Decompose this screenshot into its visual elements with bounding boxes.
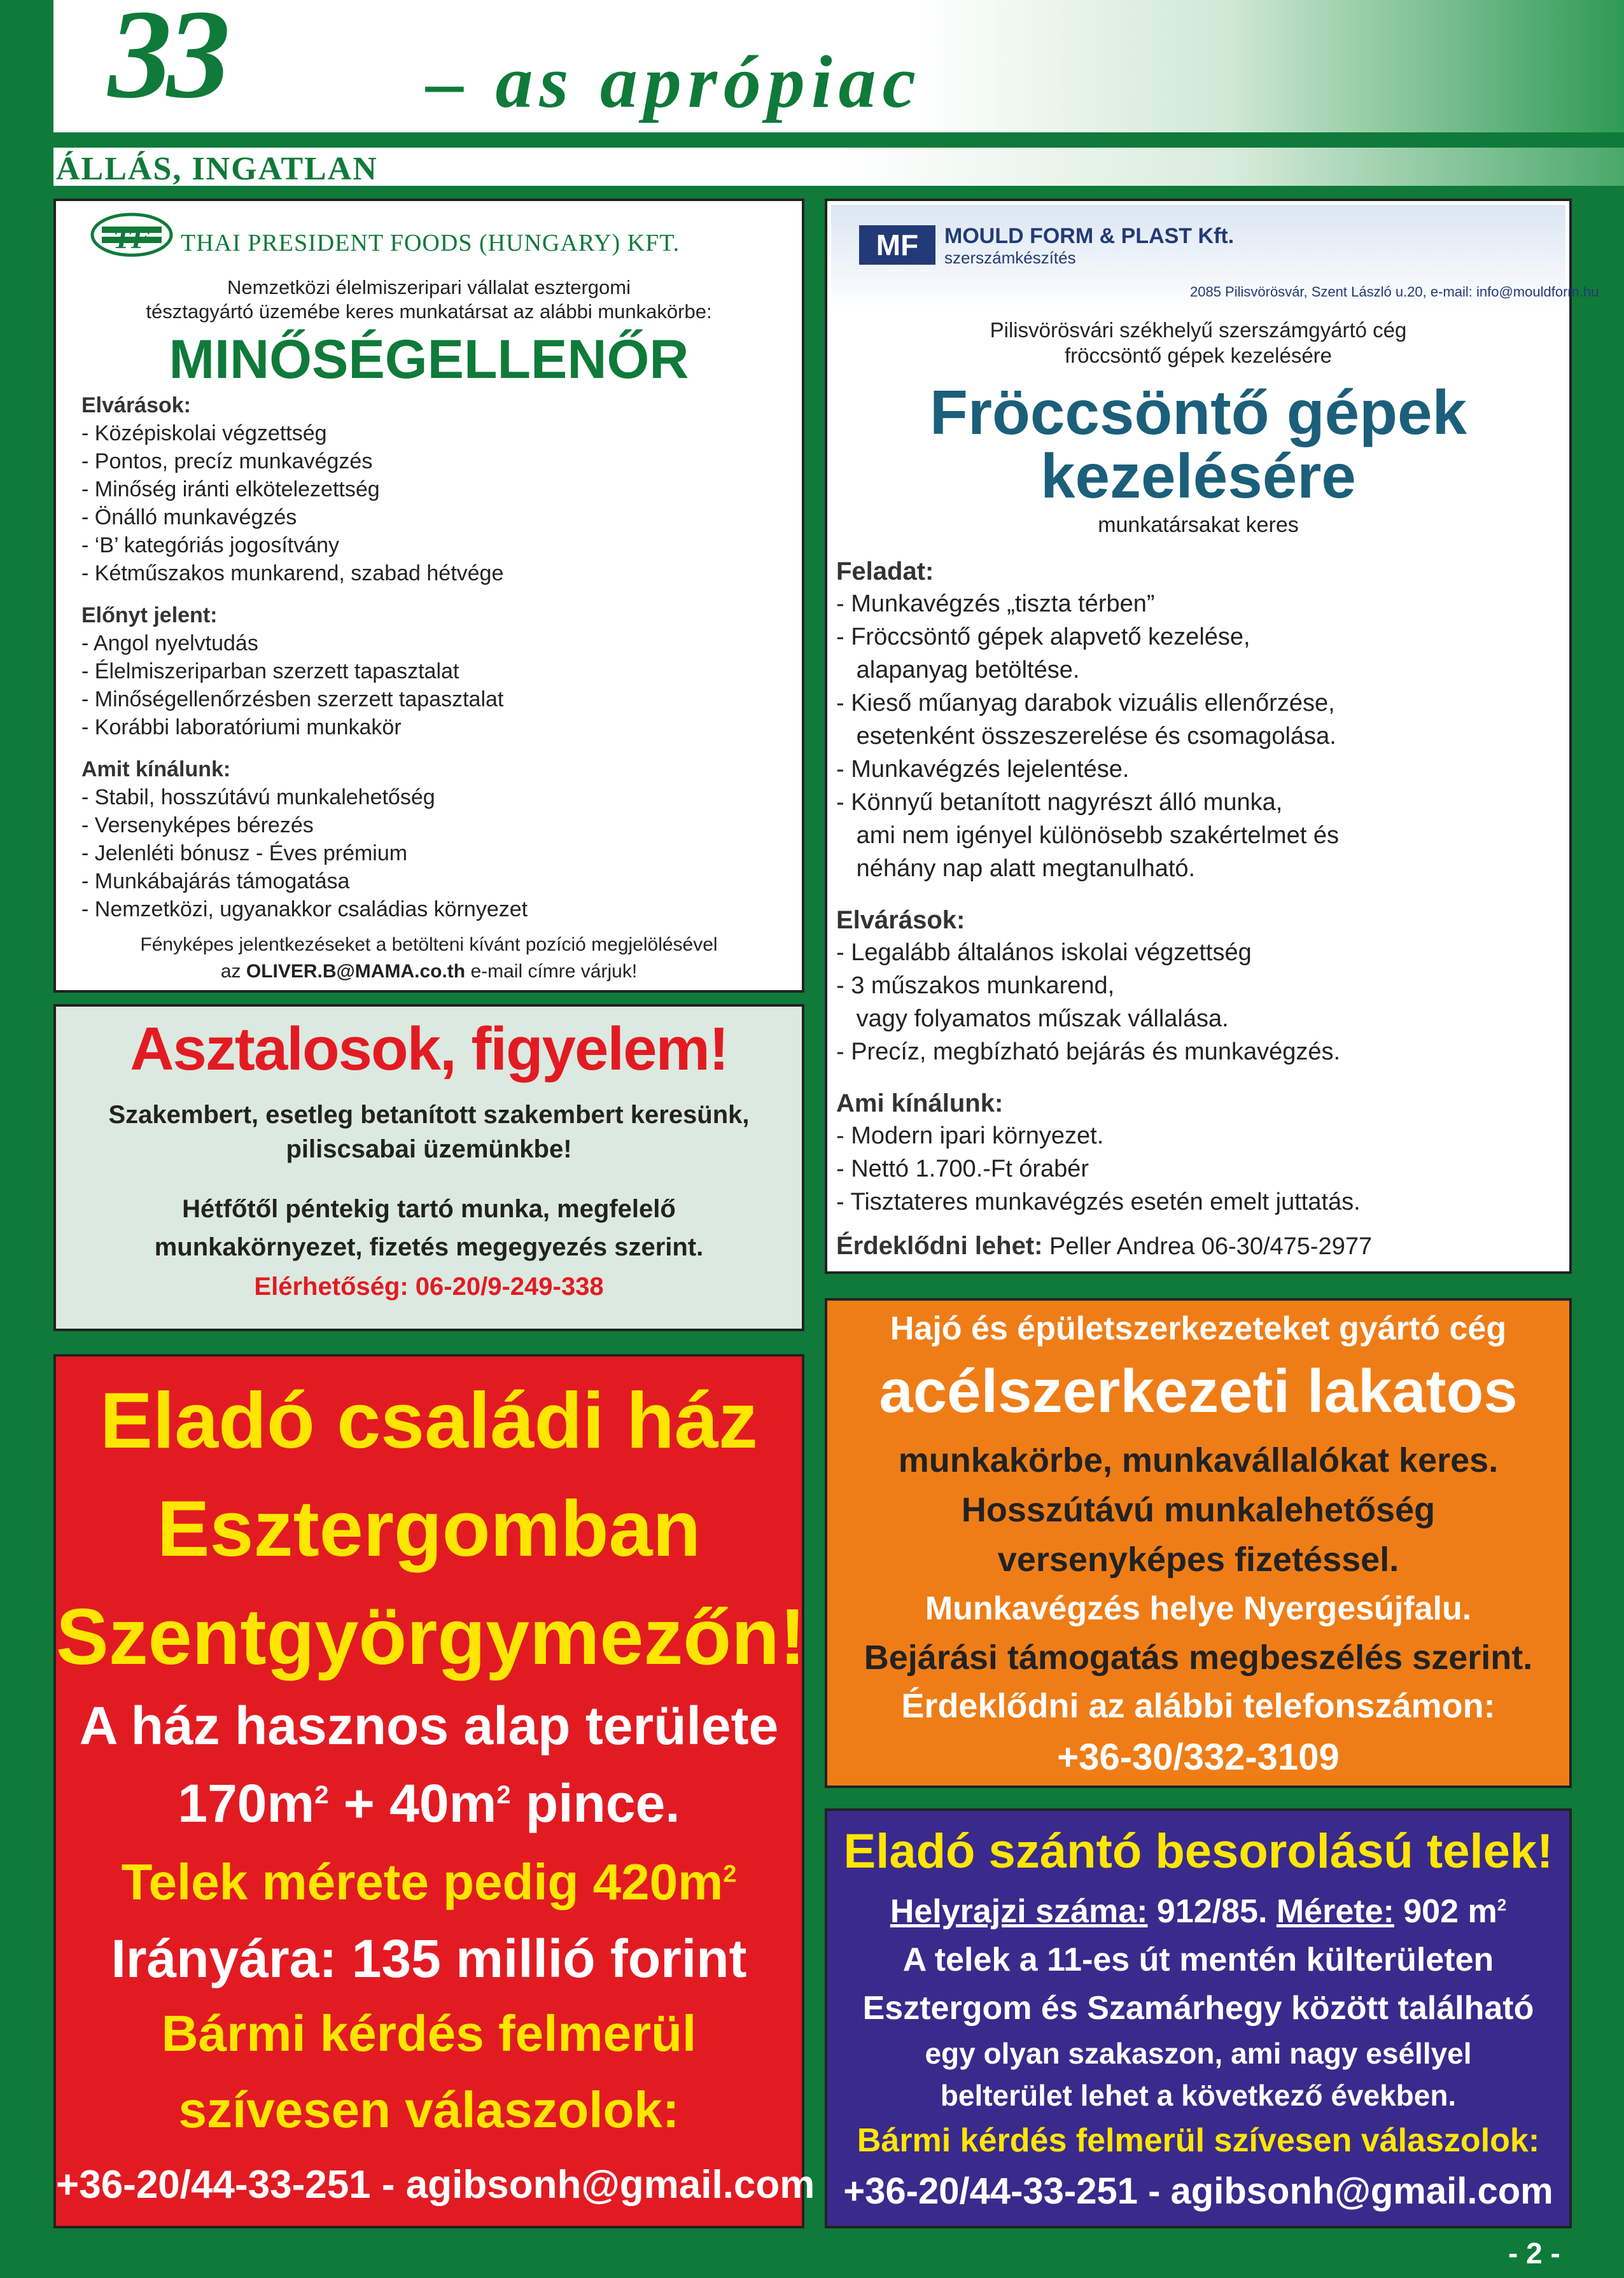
list-item: - Angol nyelvtudás [81, 631, 258, 655]
ad-area [56, 1773, 802, 1834]
job-title: MINŐSÉGELLENŐR [169, 329, 689, 390]
application-note: Fényképes jelentkezéseket a betölteni kívánt pozíció megjelölésével [140, 934, 718, 955]
list-item: vagy folyamatos műszak vállalása. [836, 1005, 1229, 1032]
contact-email[interactable]: OLIVER.B@MAMA.co.th [246, 961, 466, 982]
list-item: - Jelenléti bónusz - Éves prémium [81, 841, 408, 865]
issue-number: 33 [108, 0, 225, 125]
job-subtitle: munkatársakat keres [1098, 513, 1299, 537]
intro-line: Nemzetközi élelmiszeripari vállalat esztergomi [227, 276, 631, 298]
superscript: 2 [723, 1861, 737, 1888]
company-name: THAI PRESIDENT FOODS (HUNGARY) KFT. [181, 230, 680, 256]
ad-line: szívesen válaszolok: [178, 2081, 680, 2138]
section-heading: Elvárások: [836, 906, 965, 934]
company-tagline: szerszámkészítés [944, 248, 1076, 267]
contact-prefix: az [220, 961, 246, 982]
list-item: - Nettó 1.700.-Ft órabér [836, 1156, 1089, 1182]
section-heading: Elvárások: [81, 393, 191, 417]
superscript: 2 [314, 1781, 329, 1809]
intro-line: fröccsöntő gépek kezelésére [1064, 344, 1333, 367]
plot-id-label: Helyrajzi száma: [890, 1893, 1148, 1930]
list-item: - Nemzetközi, ugyanakkor családias környezet [81, 897, 528, 921]
area-value: 170m [178, 1773, 315, 1833]
telek-ad [825, 1808, 1572, 2228]
plot-id: 912/85. [1147, 1893, 1277, 1930]
list-item: - Kétműszakos munkarend, szabad hétvége [81, 561, 504, 585]
list-item: - Minőség iránti elkötelezettség [81, 477, 380, 501]
section-heading: Amit kínálunk: [81, 757, 231, 781]
page-number: - 2 - [1508, 2237, 1560, 2270]
ad-title: acélszerkezeti lakatos [879, 1357, 1518, 1425]
plot-text: Telek mérete pedig 420m [121, 1854, 724, 1910]
ad-line: A ház hasznos alap területe [79, 1696, 779, 1756]
ad-line: Munkavégzés helye Nyergesújfalu. [925, 1590, 1472, 1627]
section-heading: Előnyt jelent: [81, 603, 218, 627]
area-label: pince. [510, 1773, 680, 1833]
list-item: - Munkábajárás támogatása [81, 869, 350, 893]
list-item: - Munkavégzés lejelentése. [836, 756, 1130, 783]
tf-logo-icon [90, 213, 173, 257]
ad-contact: +36-20/44-33-251 - agibsonh@gmail.com [843, 2170, 1553, 2212]
list-item: - Legalább általános iskolai végzettség [836, 939, 1252, 966]
plot-size-label: Mérete: [1276, 1893, 1394, 1930]
ad-line: Hosszútávú munkalehetőség [961, 1491, 1436, 1529]
list-item: - 3 műszakos munkarend, [836, 972, 1115, 999]
list-item: - ‘B’ kategóriás jogosítvány [81, 533, 340, 557]
contact-suffix: e-mail címre várjuk! [465, 961, 638, 982]
ad-plot-info [827, 1892, 1569, 1931]
list-item: - Fröccsöntő gépek alapvető kezelése, [836, 624, 1250, 650]
area-value: + 40m [328, 1773, 497, 1833]
section-heading: Ami kínálunk: [836, 1089, 1004, 1117]
asztalos-ad [53, 1004, 804, 1331]
ad-line: Bármi kérdés felmerül szívesen válaszolok: [857, 2122, 1540, 2159]
ad-line: Hajó és épületszerkezeteket gyártó cég [890, 1310, 1507, 1347]
list-item: - Minőségellenőrzésben szerzett tapasztalat [81, 687, 504, 711]
list-item: - Könnyű betanított nagyrészt álló munka, [836, 789, 1283, 816]
intro-line: Pilisvörösvári székhelyű szerszámgyártó cég [990, 318, 1407, 342]
job-title: kezelésére [1040, 441, 1356, 511]
haz-elado-ad [53, 1354, 815, 2228]
list-item: néhány nap alatt megtanulható. [836, 855, 1196, 882]
ad-line: Esztergom és Szamárhegy között található [862, 1990, 1534, 2027]
contact-line [836, 1232, 1372, 1261]
list-item: - Élelmiszeriparban szerzett tapasztalat [81, 659, 459, 683]
ad-title: Szentgyörgymezőn! [56, 1593, 806, 1681]
thai-president-ad [53, 199, 804, 993]
ad-line: munkakörnyezet, fizetés megegyezés szerint. [154, 1233, 704, 1261]
ad-line: egy olyan szakaszon, ami nagy eséllyel [925, 2037, 1472, 2070]
ad-line: Hétfőtől péntekig tartó munka, megfelelő [182, 1195, 676, 1223]
contact-value: Peller Andrea 06-30/475-2977 [1042, 1233, 1373, 1260]
ad-title: Asztalosok, figyelem! [130, 1015, 728, 1083]
ad-line: munkakörbe, munkavállalókat keres. [898, 1441, 1499, 1479]
ad-line: versenyképes fizetéssel. [997, 1541, 1399, 1579]
mf-logo-icon: MF [859, 225, 935, 265]
list-item: - Középiskolai végzettség [81, 421, 327, 445]
ad-contact: Elérhetőség: 06-20/9-249-338 [254, 1273, 604, 1301]
application-contact [56, 961, 802, 982]
list-item: - Munkavégzés „tiszta térben” [836, 590, 1155, 617]
intro-line: tésztagyártó üzemébe keres munkatársat az alábbi munkakörbe: [146, 300, 712, 323]
list-item: ami nem igényel különösebb szakértelmet és [836, 822, 1339, 849]
superscript: 2 [496, 1781, 511, 1809]
ad-line: Bejárási támogatás megbeszélés szerint. [864, 1639, 1533, 1677]
list-item: esetenként összeszerelése és csomagolása. [836, 723, 1336, 750]
svg-text:TF: TF [113, 222, 151, 255]
list-item: - Önálló munkavégzés [81, 505, 297, 529]
ad-price: Irányára: 135 millió forint [111, 1929, 747, 1988]
company-address: 2085 Pilisvörösvár, Szent László u.20, e-mail: info@mouldform.hu [1190, 284, 1599, 300]
contact-label: Érdeklődni lehet: [836, 1232, 1043, 1260]
list-item: - Precíz, megbízható bejárás és munkavégzés. [836, 1038, 1341, 1065]
ad-plot-size [56, 1853, 802, 1911]
list-item: - Stabil, hosszútávú munkalehetőség [81, 785, 435, 809]
ad-line: Szakembert, esetleg betanított szakembert keresünk, [108, 1101, 750, 1129]
ad-line: A telek a 11-es út mentén külterületen [902, 1941, 1494, 1978]
ad-contact: +36-30/332-3109 [1057, 1736, 1340, 1778]
ad-contact: +36-20/44-33-251 - agibsonh@gmail.com [56, 2163, 815, 2207]
ad-title: Eladó családi ház [100, 1377, 758, 1465]
plot-size: 902 m [1394, 1893, 1497, 1930]
job-title: Fröccsöntő gépek [929, 377, 1467, 447]
list-item: - Kieső műanyag darabok vizuális ellenőrzése, [836, 690, 1335, 716]
ad-line: Érdeklődni az alábbi telefonszámon: [901, 1687, 1495, 1725]
lakatos-ad [825, 1298, 1572, 1788]
list-item: - Versenyképes bérezés [81, 813, 314, 837]
ad-title: Esztergomban [157, 1485, 701, 1573]
section-label: ÁLLÁS, INGATLAN [56, 151, 378, 187]
list-item: - Pontos, precíz munkavégzés [81, 449, 373, 473]
ad-line: piliscsabai üzemünkbe! [286, 1135, 572, 1163]
ad-title: Eladó szántó besorolású telek! [843, 1824, 1553, 1878]
list-item: - Modern ipari környezet. [836, 1122, 1104, 1149]
magazine-title: – as aprópiac [426, 40, 922, 123]
list-item: - Tisztateres munkavégzés esetén emelt juttatás. [836, 1189, 1361, 1215]
superscript: 2 [1497, 1895, 1507, 1915]
company-name: MOULD FORM & PLAST Kft. [944, 224, 1235, 248]
ad-line: Bármi kérdés felmerül [161, 2005, 697, 2062]
mould-form-ad [825, 199, 1599, 1274]
list-item: - Korábbi laboratóriumi munkakör [81, 715, 402, 739]
section-heading: Feladat: [836, 557, 934, 585]
ad-line: belterület lehet a következő években. [940, 2079, 1457, 2112]
list-item: alapanyag betöltése. [836, 657, 1080, 683]
